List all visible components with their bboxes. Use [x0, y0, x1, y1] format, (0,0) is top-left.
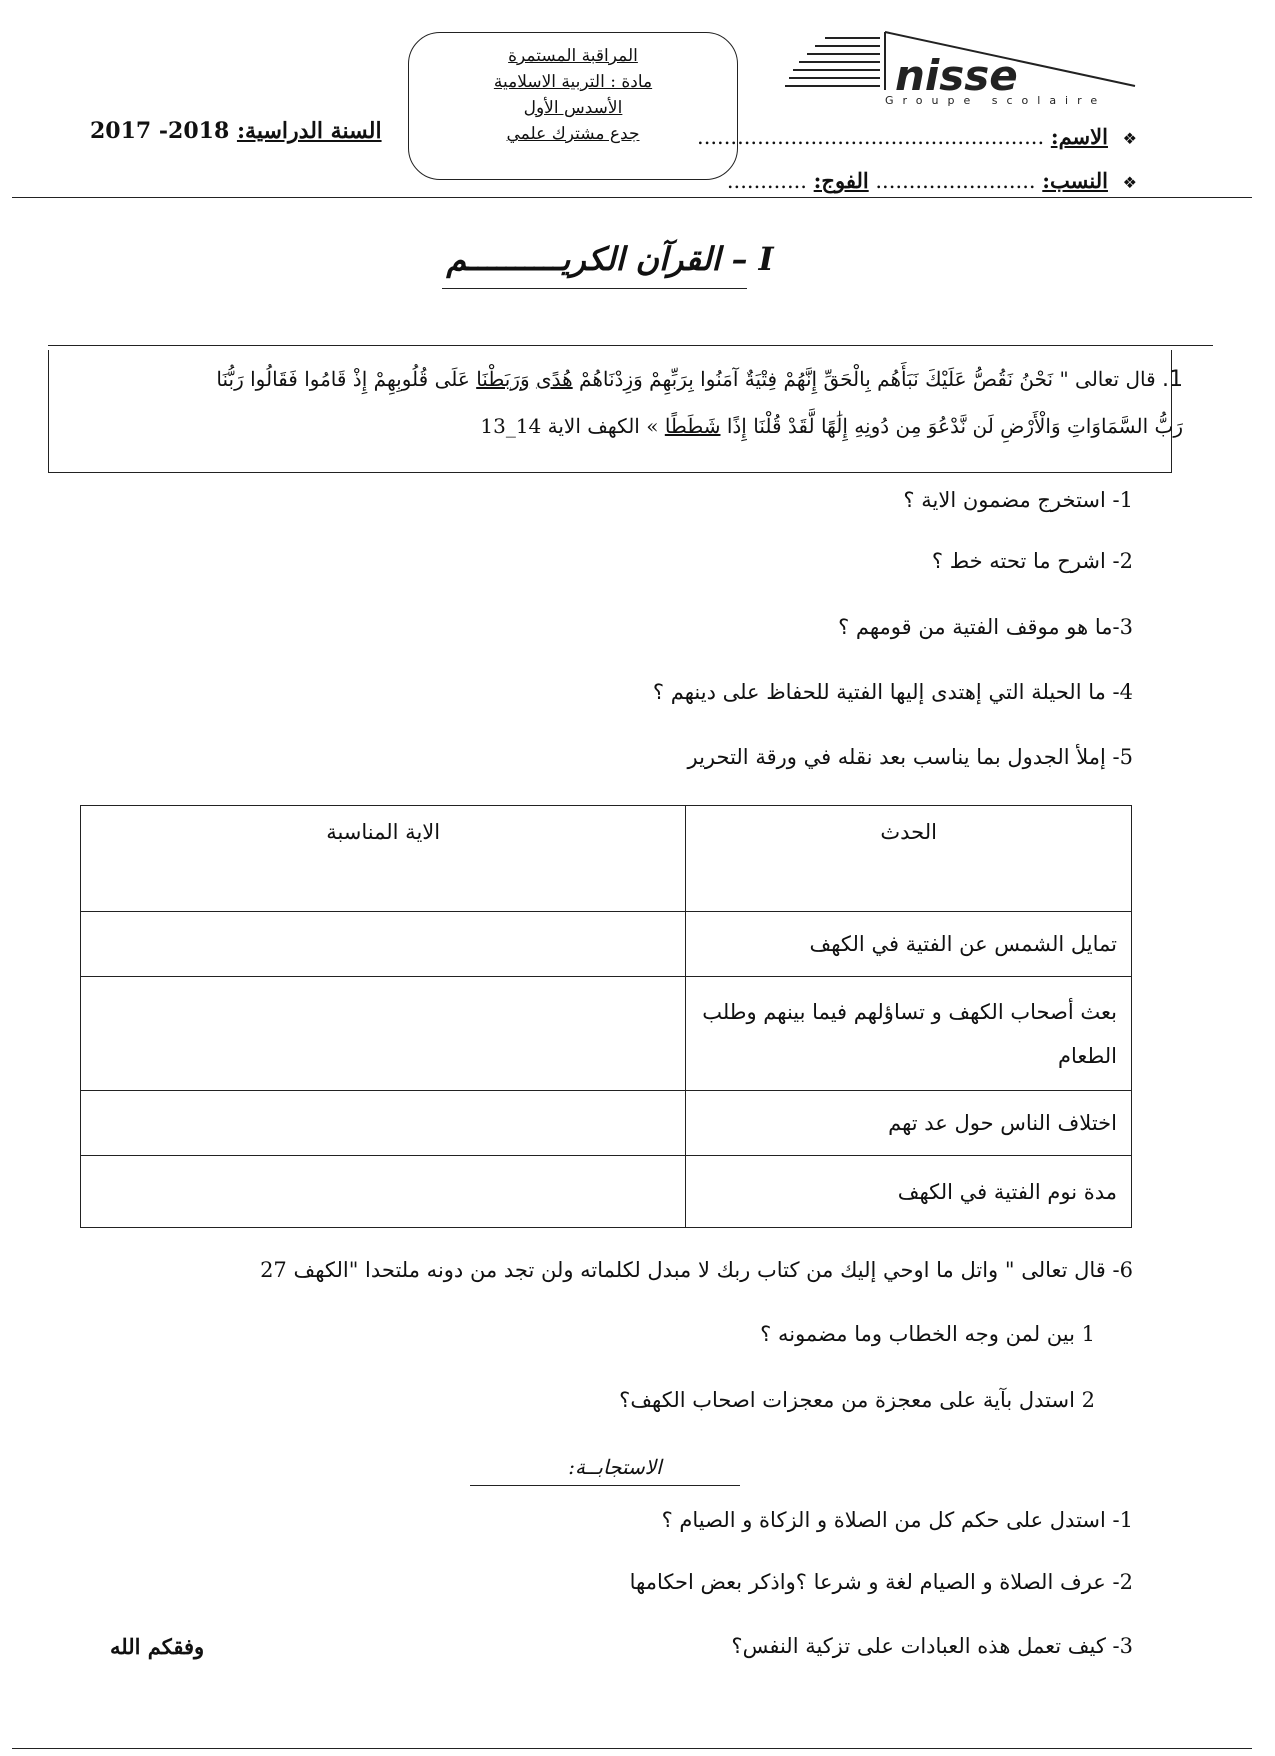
question-5: 5- إملأ الجدول بما يناسب بعد نقله في ورقة التحرير [687, 745, 1133, 769]
quran-line-2 [63, 403, 1183, 449]
verse-cell[interactable] [81, 977, 686, 1091]
quran-text-part: رَبُّ السَّمَاوَاتِ وَالْأَرْضِ لَن نَّدْعُوَ مِن دُونِهِ إِلَٰهًا لَّقَدْ قُلْنَا إِذًا [720, 414, 1183, 438]
event-cell: بعث أصحاب الكهف و تساؤلهم فيما بينهم وطلب الطعام [686, 977, 1132, 1091]
section-title: I – القرآن الكريــــــــــم [446, 240, 774, 278]
header-divider [12, 197, 1252, 198]
underlined-word: وَرَبَطْنَا [476, 367, 530, 391]
logo-subtitle: Groupe scolaire [885, 94, 1107, 107]
school-year-label: السنة الدراسية: [236, 118, 382, 144]
answer-heading-underline [470, 1485, 740, 1486]
part2-question-2: 2- عرف الصلاة و الصيام لغة و شرعا ؟واذكر بعض احكامها [629, 1570, 1133, 1594]
exam-title-line-4: جدع مشترك علمي [506, 124, 640, 144]
school-year-value: 2018- 2017 [90, 118, 230, 144]
quran-text-part: » الكهف الاية 14_13 [480, 414, 665, 438]
quran-box-top-border [48, 345, 1213, 346]
part2-question-3: 3- كيف تعمل هذه العبادات على تزكية النفس؟ [731, 1634, 1133, 1658]
school-logo [785, 28, 1140, 108]
name-line [617, 116, 1137, 160]
group-field[interactable]: ............ [726, 169, 807, 193]
surname-label: النسب: [1042, 168, 1108, 193]
section-title-underline [442, 288, 747, 289]
group-label: الفوج: [813, 168, 869, 193]
quran-verse [63, 356, 1183, 449]
table-header-row [81, 806, 1132, 912]
student-info [617, 116, 1137, 204]
footer-divider [12, 1748, 1252, 1749]
quran-text-part: قال تعالى " نَحْنُ نَقُصُّ عَلَيْكَ نَبَأَهُم بِالْحَقِّ إِنَّهُمْ فِتْيَةٌ آمَنُوا بِرَبِّهِمْ وَزِدْنَاهُمْ [572, 367, 1156, 391]
answer-heading: الاستجابــة: [568, 1455, 662, 1479]
underlined-word: شَطَطًا [664, 414, 721, 438]
quran-number: 1. [1162, 367, 1183, 392]
table-row [81, 912, 1132, 977]
exam-title-line-3: الأسدس الأول [523, 98, 623, 118]
quran-text-part: عَلَى قُلُوبِهِمْ إِذْ قَامُوا فَقَالُوا رَبُّنَا [216, 367, 477, 391]
question-1: 1- استخرج مضمون الاية ؟ [903, 488, 1133, 512]
school-year [90, 118, 382, 144]
logo-name: nisse [895, 51, 1018, 100]
table-row [81, 977, 1132, 1091]
verse-cell[interactable] [81, 1091, 686, 1156]
closing-wish: وفقكم الله [110, 1634, 205, 1659]
table-row [81, 1156, 1132, 1228]
column-header-verse: الاية المناسبة [81, 806, 686, 912]
event-cell: اختلاف الناس حول عد تهم [686, 1091, 1132, 1156]
events-table [80, 805, 1132, 1228]
quran-line-1 [63, 356, 1183, 403]
column-header-event: الحدث [686, 806, 1132, 912]
verse-cell[interactable] [81, 1156, 686, 1228]
question-4: 4- ما الحيلة التي إهتدى إليها الفتية للحفاظ على دينهم ؟ [652, 680, 1133, 704]
event-cell: تمايل الشمس عن الفتية في الكهف [686, 912, 1132, 977]
surname-field[interactable]: ........................ [875, 169, 1036, 193]
question-3: 3-ما هو موقف الفتية من قومهم ؟ [838, 615, 1133, 639]
bullet-icon: ❖ [1122, 173, 1137, 192]
table-row [81, 1091, 1132, 1156]
question-2: 2- اشرح ما تحته خط ؟ [931, 549, 1133, 573]
verse-cell[interactable] [81, 912, 686, 977]
name-field[interactable]: .................................................... [697, 125, 1045, 149]
exam-title-line-2: مادة : التربية الاسلامية [493, 72, 653, 92]
question-6-sub-1: 1 بين لمن وجه الخطاب وما مضمونه ؟ [760, 1322, 1095, 1346]
bullet-icon: ❖ [1122, 129, 1137, 148]
question-6: 6- قال تعالى " واتل ما اوحي إليك من كتاب ربك لا مبدل لكلماته ولن تجد من دونه ملتحدا "الكهف 27 [260, 1258, 1133, 1282]
exam-title-line-1: المراقبة المستمرة [508, 46, 638, 66]
part2-question-1: 1- استدل على حكم كل من الصلاة و الزكاة و الصيام ؟ [661, 1508, 1133, 1532]
underlined-word: هُدًى [535, 367, 573, 391]
name-label: الاسم: [1050, 124, 1108, 149]
question-6-sub-2: 2 استدل بآية على معجزة من معجزات اصحاب الكهف؟ [619, 1388, 1095, 1412]
event-cell: مدة نوم الفتية في الكهف [686, 1156, 1132, 1228]
